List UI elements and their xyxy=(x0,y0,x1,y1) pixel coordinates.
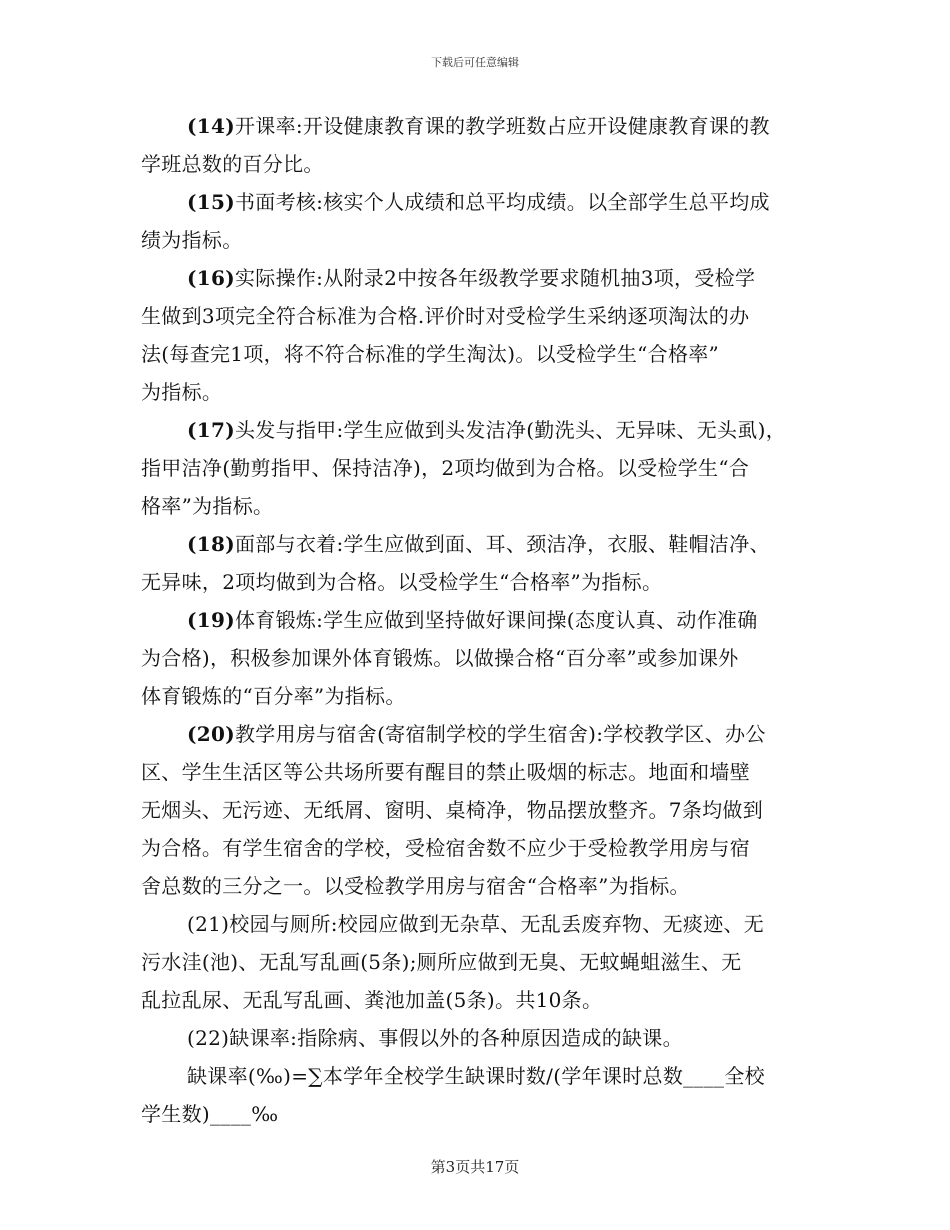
line-text: 舍总数的三分之一。以受检教学用房与宿舍“合格率”为指标。 xyxy=(141,874,690,898)
line-text: 绩为指标。 xyxy=(141,228,243,252)
item-number: (22) xyxy=(187,1026,230,1050)
paragraph-line xyxy=(141,791,811,829)
paragraph-line xyxy=(141,259,811,297)
paragraph-item xyxy=(141,259,811,411)
paragraph-line xyxy=(141,335,811,373)
paragraph-line xyxy=(141,639,811,677)
paragraph-line xyxy=(141,449,811,487)
paragraph-line xyxy=(141,107,811,145)
paragraph-line xyxy=(141,297,811,335)
paragraph-line xyxy=(141,601,811,639)
line-text: 校园与厕所:校园应做到无杂草、无乱丢废弃物、无痰迹、无 xyxy=(229,912,765,936)
paragraph-item xyxy=(141,1019,811,1057)
paragraph-line xyxy=(141,1095,811,1133)
paragraph-line xyxy=(141,677,811,715)
paragraph-item xyxy=(141,107,811,183)
paragraph-line xyxy=(141,1057,811,1095)
line-text: 为合格。有学生宿舍的学校，受检宿舍数不应少于受检教学用房与宿 xyxy=(141,836,750,860)
item-number: (21) xyxy=(187,912,230,936)
line-text: 无异味，2项均做到为合格。以受检学生“合格率”为指标。 xyxy=(141,570,663,594)
paragraph-item xyxy=(141,905,811,1019)
line-text: 面部与衣着:学生应做到面、耳、颈洁净，衣服、鞋帽洁净、 xyxy=(234,532,770,556)
line-text: 体育锻炼:学生应做到坚持做好课间操(态度认真、动作准确 xyxy=(234,608,758,632)
line-text: 缺课率(‰)=∑本学年全校学生缺课时数/(学年课时总数____全校 xyxy=(187,1064,765,1088)
line-text: 书面考核:核实个人成绩和总平均成绩。以全部学生总平均成 xyxy=(234,190,770,214)
paragraph-line xyxy=(141,867,811,905)
line-text: 缺课率:指除病、事假以外的各种原因造成的缺课。 xyxy=(229,1026,683,1050)
paragraph-line xyxy=(141,145,811,183)
item-number: (17) xyxy=(187,418,235,442)
document-body xyxy=(141,107,811,1133)
line-text: 无烟头、无污迹、无纸屑、窗明、桌椅净，物品摆放整齐。7条均做到 xyxy=(141,798,764,822)
paragraph-line xyxy=(141,981,811,1019)
item-number: (18) xyxy=(187,532,235,556)
line-text: 开课率:开设健康教育课的教学班数占应开设健康教育课的教 xyxy=(234,114,770,138)
paragraph-item xyxy=(141,601,811,715)
paragraph-line xyxy=(141,943,811,981)
paragraph-line xyxy=(141,829,811,867)
paragraph-item xyxy=(141,525,811,601)
paragraph-line xyxy=(141,905,811,943)
line-text: 教学用房与宿舍(寄宿制学校的学生宿舍):学校教学区、办公 xyxy=(234,722,766,746)
line-text: 格率”为指标。 xyxy=(141,494,274,518)
paragraph-line xyxy=(141,715,811,753)
item-number: (16) xyxy=(187,266,235,290)
paragraph-item xyxy=(141,715,811,905)
line-text: 乱拉乱尿、无乱写乱画、粪池加盖(5条)。共10条。 xyxy=(141,988,603,1012)
paragraph-line xyxy=(141,1019,811,1057)
page-footer: 第3页共17页 xyxy=(430,1158,520,1176)
item-number: (20) xyxy=(187,722,235,746)
paragraph-line xyxy=(141,183,811,221)
paragraph-line xyxy=(141,525,811,563)
line-text: 生做到3项完全符合标准为合格.评价时对受检学生采纳逐项淘汰的办 xyxy=(141,304,750,328)
line-text: 头发与指甲:学生应做到头发洁净(勤洗头、无异味、无头虱)， xyxy=(234,418,787,442)
line-text: 为指标。 xyxy=(141,380,223,404)
paragraph-item xyxy=(141,411,811,525)
line-text: 污水洼(池)、无乱写乱画(5条);厕所应做到无臭、无蚊蝇蛆滋生、无 xyxy=(141,950,742,974)
line-text: 实际操作:从附录2中按各年级教学要求随机抽3项，受检学 xyxy=(234,266,756,290)
line-text: 学生数)____‰ xyxy=(141,1102,279,1126)
paragraph-line xyxy=(141,487,811,525)
line-text: 体育锻炼的“百分率”为指标。 xyxy=(141,684,406,708)
paragraph-line xyxy=(141,753,811,791)
item-number: (15) xyxy=(187,190,235,214)
line-text: 指甲洁净(勤剪指甲、保持洁净)，2项均做到为合格。以受检学生“合 xyxy=(141,456,750,480)
line-text: 法(每查完1项，将不符合标准的学生淘汰)。以受检学生“合格率” xyxy=(141,342,720,366)
item-number: (14) xyxy=(187,114,235,138)
paragraph-item xyxy=(141,183,811,259)
item-number: (19) xyxy=(187,608,235,632)
paragraph-line xyxy=(141,373,811,411)
line-text: 为合格)，积极参加课外体育锻炼。以做操合格“百分率”或参加课外 xyxy=(141,646,739,670)
line-text: 区、学生生活区等公共场所要有醒目的禁止吸烟的标志。地面和墙壁 xyxy=(141,760,750,784)
paragraph-item xyxy=(141,1057,811,1133)
line-text: 学班总数的百分比。 xyxy=(141,152,324,176)
paragraph-line xyxy=(141,221,811,259)
paragraph-line xyxy=(141,411,811,449)
page-header: 下载后可任意编辑 xyxy=(431,56,519,69)
paragraph-line xyxy=(141,563,811,601)
